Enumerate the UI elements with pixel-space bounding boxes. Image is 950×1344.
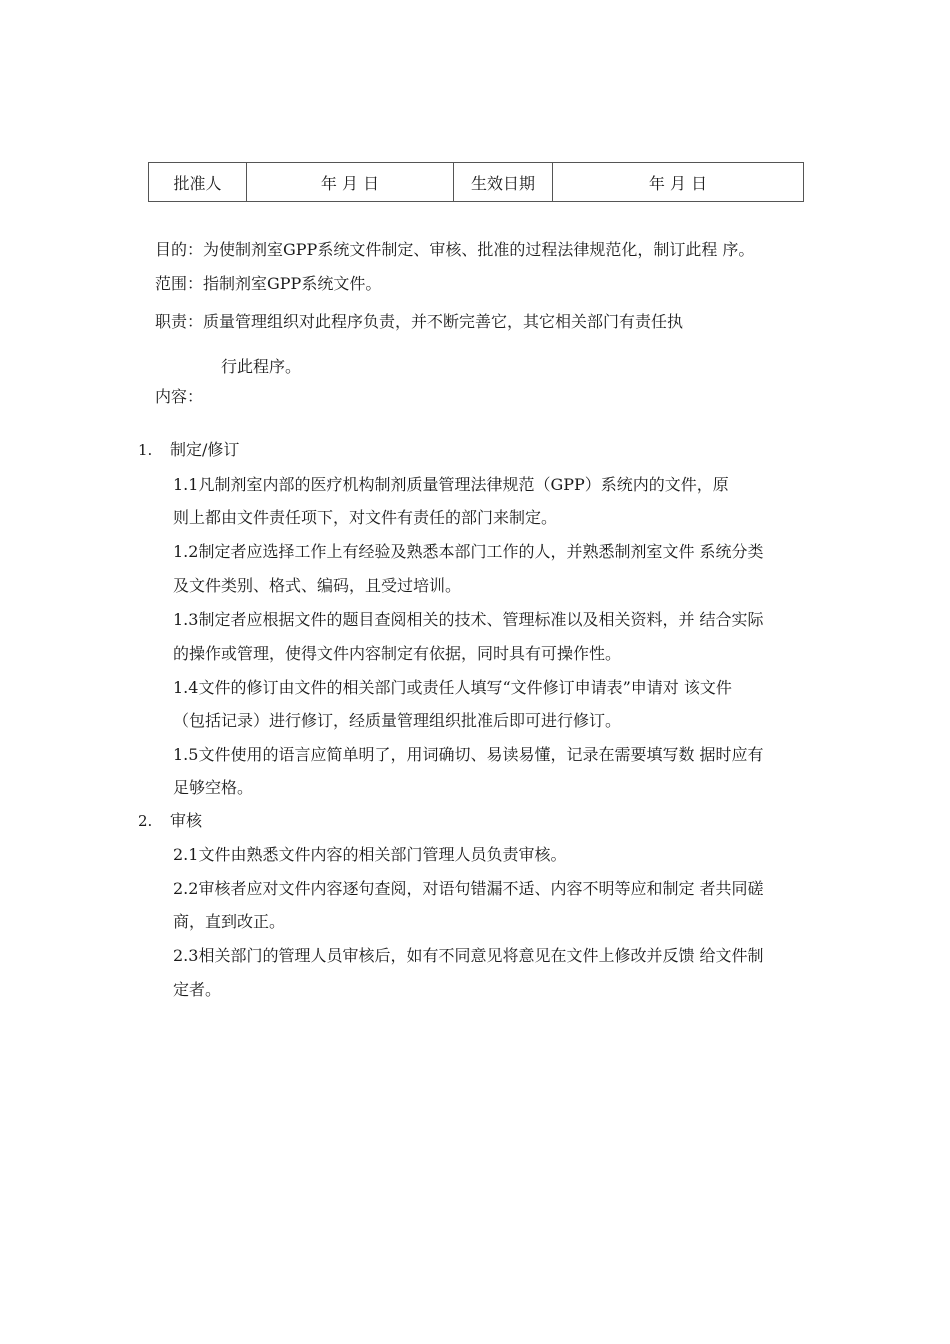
paragraph-line: 2.3相关部门的管理人员审核后，如有不同意见将意见在文件上修改并反馈 给文件制 bbox=[173, 946, 764, 965]
paragraph-line: 1.1凡制剂室内部的医疗机构制剂质量管理法律规范（GPP）系统内的文件，原 bbox=[173, 475, 729, 494]
paragraph-line: 则上都由文件责任项下，对文件有责任的部门来制定。 bbox=[173, 508, 558, 527]
duty-text-line1: 职责：质量管理组织对此程序负责，并不断完善它，其它相关部门有责任执 bbox=[155, 312, 684, 331]
paragraph-line: 1.2制定者应选择工作上有经验及熟悉本部门工作的人，并熟悉制剂室文件 系统分类 bbox=[173, 542, 764, 561]
paragraph-line: 1.3制定者应根据文件的题目查阅相关的技术、管理标准以及相关资料，并 结合实际 bbox=[173, 610, 764, 629]
effective-date-label: 生效日期 bbox=[454, 163, 553, 202]
paragraph-line: 2.1文件由熟悉文件内容的相关部门管理人员负责审核。 bbox=[173, 845, 567, 864]
paragraph-line: （包括记录）进行修订，经质量管理组织批准后即可进行修订。 bbox=[173, 711, 622, 730]
purpose-text: 目的：为使制剂室GPP系统文件制定、审核、批准的过程法律规范化，制订此程 序。 bbox=[155, 240, 755, 259]
paragraph-line: 足够空格。 bbox=[173, 778, 254, 797]
section-number: 2. bbox=[138, 812, 153, 830]
paragraph-line: 1.4文件的修订由文件的相关部门或责任人填写“文件修订申请表”申请对 该文件 bbox=[173, 678, 732, 697]
section-number: 1. bbox=[138, 441, 153, 459]
approval-row bbox=[149, 163, 804, 202]
paragraph-line: 及文件类别、格式、编码，且受过培训。 bbox=[173, 576, 462, 595]
section-title: 制定/修订 bbox=[170, 440, 240, 459]
effective-date-value: 年 月 日 bbox=[553, 163, 804, 202]
paragraph-line: 2.2审核者应对文件内容逐句查阅，对语句错漏不适、内容不明等应和制定 者共同磋 bbox=[173, 879, 764, 898]
section-title: 审核 bbox=[170, 811, 203, 830]
paragraph-line: 的操作或管理，使得文件内容制定有依据，同时具有可操作性。 bbox=[173, 644, 622, 663]
approval-table bbox=[148, 162, 804, 202]
paragraph-line: 商，直到改正。 bbox=[173, 912, 286, 931]
scope-text: 范围：指制剂室GPP系统文件。 bbox=[155, 274, 382, 293]
duty-text-line2: 行此程序。 bbox=[221, 357, 302, 376]
paragraph-line: 1.5文件使用的语言应简单明了，用词确切、易读易懂，记录在需要填写数 据时应有 bbox=[173, 745, 764, 764]
paragraph-line: 定者。 bbox=[173, 980, 222, 999]
approver-label: 批准人 bbox=[149, 163, 247, 202]
content-label: 内容： bbox=[155, 387, 204, 406]
approver-date: 年 月 日 bbox=[247, 163, 454, 202]
